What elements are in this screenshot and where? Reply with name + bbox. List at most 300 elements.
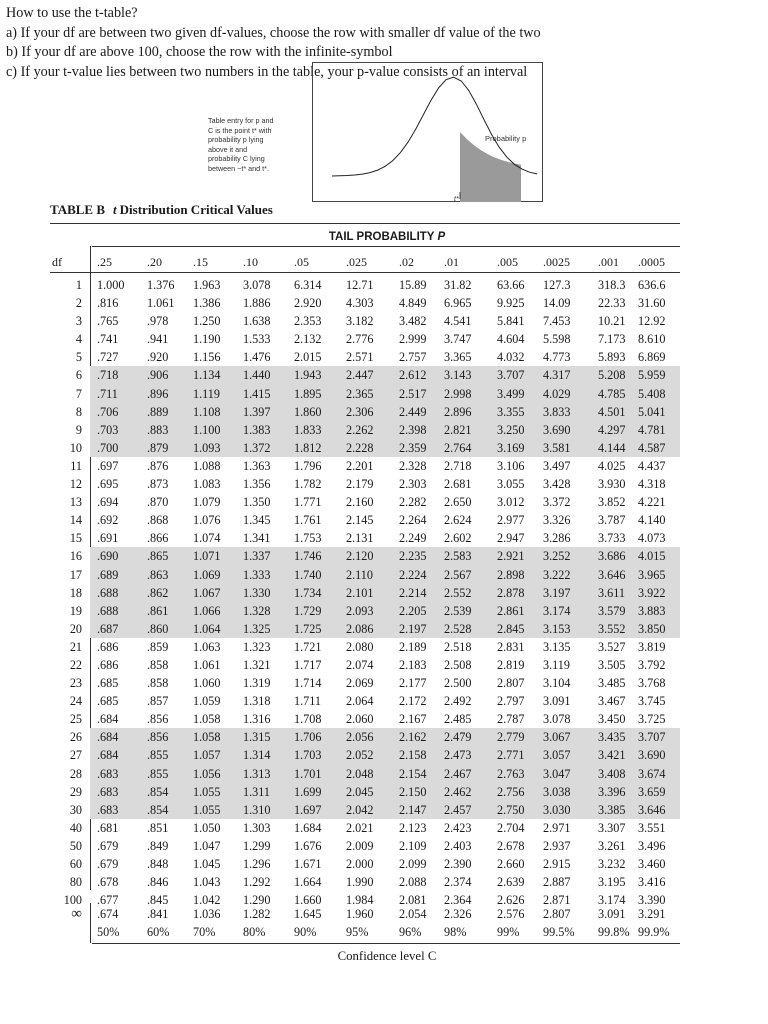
- value-cell: 2.048: [346, 766, 374, 781]
- value-cell: .685: [97, 676, 119, 691]
- value-cell: 4.297: [598, 422, 626, 437]
- value-cell: 3.055: [497, 477, 525, 492]
- value-cell: .684: [97, 748, 119, 763]
- row-shading: [90, 620, 680, 638]
- value-cell: 3.733: [598, 531, 626, 546]
- value-cell: 1.337: [243, 549, 271, 564]
- value-cell: 1.746: [294, 549, 322, 564]
- value-cell: 2.183: [399, 657, 427, 672]
- value-cell: .703: [97, 422, 119, 437]
- value-cell: 1.315: [243, 730, 271, 745]
- value-cell: 1.860: [294, 404, 322, 419]
- df-cell: 16: [69, 549, 82, 564]
- value-cell: 1.310: [243, 802, 271, 817]
- value-cell: 3.135: [543, 639, 571, 654]
- value-cell: 1.697: [294, 802, 322, 817]
- value-cell: 3.485: [598, 676, 626, 691]
- value-cell: .690: [97, 549, 119, 564]
- value-cell: 1.753: [294, 531, 322, 546]
- value-cell: 1.079: [193, 495, 221, 510]
- value-cell: .687: [97, 621, 119, 636]
- df-cell: 10: [69, 440, 82, 455]
- df-cell: 11: [70, 458, 82, 473]
- confidence-cell: 80%: [243, 925, 266, 939]
- value-cell: 2.915: [543, 857, 571, 871]
- value-cell: 3.222: [543, 567, 571, 582]
- value-cell: 1.771: [294, 495, 322, 510]
- value-cell: 5.041: [638, 404, 666, 419]
- value-cell: 3.690: [638, 748, 666, 763]
- tstar-label: t*: [454, 196, 459, 202]
- value-cell: 2.776: [346, 332, 374, 347]
- value-cell: 2.779: [497, 730, 525, 745]
- column-header: .15: [193, 255, 208, 269]
- value-cell: 1.717: [294, 657, 322, 672]
- value-cell: 3.497: [543, 458, 571, 473]
- table-row: [50, 421, 690, 439]
- value-cell: 1.056: [193, 766, 221, 781]
- value-cell: 2.364: [444, 893, 472, 908]
- density-curve: [332, 77, 537, 176]
- value-cell: 2.639: [497, 875, 525, 890]
- value-cell: 4.773: [543, 350, 571, 365]
- value-cell: 4.303: [346, 296, 374, 311]
- table-row: [50, 403, 690, 421]
- value-cell: 3.552: [598, 621, 626, 636]
- value-cell: .683: [97, 784, 119, 799]
- value-cell: 12.92: [638, 314, 666, 329]
- value-cell: .677: [97, 893, 119, 908]
- value-cell: 3.078: [543, 712, 571, 727]
- value-cell: .684: [97, 730, 119, 745]
- value-cell: .681: [97, 820, 119, 835]
- t-distribution-figure: [312, 62, 543, 202]
- value-cell: 1.000: [97, 278, 125, 292]
- value-cell: .695: [97, 477, 119, 492]
- value-cell: 2.099: [399, 857, 427, 871]
- value-cell: 2.262: [346, 422, 374, 437]
- row-shading: [90, 421, 680, 439]
- table-row: [50, 837, 690, 855]
- value-cell: 2.602: [444, 531, 472, 546]
- value-cell: 2.326: [444, 907, 472, 921]
- value-cell: 4.587: [638, 440, 666, 455]
- value-cell: 1.067: [193, 585, 221, 600]
- value-cell: 1.036: [193, 907, 221, 921]
- value-cell: 2.197: [399, 621, 427, 636]
- caption-line: probability C lying: [208, 154, 265, 164]
- value-cell: 3.646: [598, 567, 626, 582]
- value-cell: .856: [147, 712, 169, 727]
- value-cell: 63.66: [497, 278, 525, 292]
- table-top-rule: [50, 223, 680, 224]
- value-cell: 2.650: [444, 495, 472, 510]
- value-cell: 2.390: [444, 857, 472, 871]
- value-cell: 5.959: [638, 368, 666, 383]
- value-cell: .857: [147, 694, 169, 709]
- value-cell: .688: [97, 603, 119, 618]
- value-cell: .689: [97, 567, 119, 582]
- value-cell: 3.482: [399, 314, 427, 329]
- value-cell: 3.467: [598, 694, 626, 709]
- value-cell: .683: [97, 802, 119, 817]
- confidence-cell: 95%: [346, 925, 369, 939]
- instructions-title: How to use the t-table?: [6, 5, 138, 21]
- df-cell: 14: [69, 513, 82, 528]
- value-cell: 1.660: [294, 893, 322, 908]
- table-row: [50, 855, 690, 873]
- value-cell: 1.058: [193, 712, 221, 727]
- value-cell: 9.925: [497, 296, 525, 311]
- value-cell: 5.408: [638, 386, 666, 401]
- value-cell: 1.328: [243, 603, 271, 618]
- instruction-c: c) If your t-value lies between two numbers in the table, your p-value consists of an interval: [6, 63, 528, 80]
- table-row: [50, 656, 690, 674]
- value-cell: 1.303: [243, 820, 271, 835]
- value-cell: 1.440: [243, 368, 271, 383]
- value-cell: 1.356: [243, 477, 271, 492]
- row-shading: [90, 765, 680, 783]
- row-shading: [90, 801, 680, 819]
- df-cell: 26: [69, 730, 82, 745]
- value-cell: 2.797: [497, 694, 525, 709]
- value-cell: 2.660: [497, 857, 525, 871]
- value-cell: 2.249: [399, 531, 427, 546]
- value-cell: .686: [97, 657, 119, 672]
- value-cell: 1.059: [193, 694, 221, 709]
- value-cell: 3.119: [543, 657, 570, 672]
- row-shading: [90, 584, 680, 602]
- value-cell: 2.179: [346, 477, 374, 492]
- value-cell: 2.552: [444, 585, 472, 600]
- value-cell: .856: [147, 730, 169, 745]
- table-row: [50, 276, 690, 294]
- value-cell: 2.303: [399, 477, 427, 492]
- instruction-b: b) If your df are above 100, choose the row with the infinite-symbol: [6, 44, 393, 60]
- value-cell: .700: [97, 440, 119, 455]
- value-cell: 1.734: [294, 585, 322, 600]
- value-cell: 2.947: [497, 531, 525, 546]
- value-cell: 2.145: [346, 513, 374, 528]
- confidence-cell: 99.5%: [543, 925, 575, 939]
- value-cell: 8.610: [638, 332, 666, 347]
- value-cell: 3.326: [543, 513, 571, 528]
- table-row: [50, 801, 690, 819]
- value-cell: 2.110: [346, 567, 373, 582]
- value-cell: 2.353: [294, 314, 322, 329]
- value-cell: 2.423: [444, 820, 472, 835]
- value-cell: 2.009: [346, 838, 374, 853]
- value-cell: 1.782: [294, 477, 322, 492]
- value-cell: 3.581: [543, 440, 571, 455]
- value-cell: 3.499: [497, 386, 525, 401]
- value-cell: 1.045: [193, 857, 221, 871]
- column-header: .10: [243, 255, 258, 269]
- value-cell: 2.328: [399, 458, 427, 473]
- df-cell: 19: [69, 603, 82, 618]
- value-cell: 2.624: [444, 513, 472, 528]
- value-cell: 3.965: [638, 567, 666, 582]
- df-cell: 28: [69, 766, 82, 781]
- value-cell: 3.707: [497, 368, 525, 383]
- confidence-rule: [92, 943, 680, 944]
- value-cell: 3.182: [346, 314, 374, 329]
- column-header: .01: [444, 255, 459, 269]
- value-cell: 1.684: [294, 820, 322, 835]
- value-cell: 3.646: [638, 802, 666, 817]
- value-cell: 3.078: [243, 278, 271, 292]
- value-cell: 2.054: [399, 907, 427, 921]
- value-cell: 3.850: [638, 621, 666, 636]
- caption-line: Table entry for p and: [208, 116, 274, 125]
- value-cell: 2.583: [444, 549, 472, 564]
- value-cell: .866: [147, 531, 169, 546]
- value-cell: 2.718: [444, 458, 472, 473]
- value-cell: 1.060: [193, 676, 221, 691]
- value-cell: 1.108: [193, 404, 221, 419]
- value-cell: 4.604: [497, 332, 525, 347]
- df-cell: 100: [63, 893, 82, 908]
- value-cell: 2.052: [346, 748, 374, 763]
- value-cell: 1.984: [346, 893, 374, 908]
- df-cell: 5: [75, 350, 82, 365]
- table-row: [50, 783, 690, 801]
- value-cell: 1.333: [243, 567, 271, 582]
- column-header: .25: [97, 255, 112, 269]
- value-cell: .868: [147, 513, 169, 528]
- value-cell: 1.083: [193, 477, 221, 492]
- value-cell: 1.533: [243, 332, 271, 347]
- value-cell: 1.043: [193, 875, 221, 890]
- value-cell: 3.686: [598, 549, 626, 564]
- value-cell: 3.390: [638, 893, 666, 908]
- value-cell: .870: [147, 495, 169, 510]
- value-cell: 2.056: [346, 730, 374, 745]
- table-row: [50, 547, 690, 565]
- value-cell: 2.518: [444, 639, 472, 654]
- value-cell: 3.250: [497, 422, 525, 437]
- value-cell: 3.819: [638, 639, 666, 654]
- value-cell: 1.325: [243, 621, 271, 636]
- value-cell: .685: [97, 694, 119, 709]
- value-cell: 2.158: [399, 748, 427, 763]
- value-cell: 3.355: [497, 404, 525, 419]
- value-cell: 6.314: [294, 278, 322, 292]
- value-cell: 1.311: [243, 784, 270, 799]
- value-cell: 3.012: [497, 495, 525, 510]
- value-cell: 2.214: [399, 585, 427, 600]
- value-cell: 1.943: [294, 368, 322, 383]
- value-cell: 1.313: [243, 766, 271, 781]
- column-header: .02: [399, 255, 414, 269]
- table-row: [50, 819, 690, 837]
- value-cell: 1.708: [294, 712, 322, 727]
- value-cell: 1.061: [147, 296, 175, 311]
- value-cell: 3.659: [638, 784, 666, 799]
- value-cell: 2.787: [497, 712, 525, 727]
- value-cell: 2.093: [346, 603, 374, 618]
- value-cell: 3.496: [638, 838, 666, 853]
- df-cell: 20: [69, 621, 82, 636]
- table-row: [50, 529, 690, 547]
- df-cell: 30: [69, 802, 82, 817]
- df-cell: 8: [75, 404, 82, 419]
- value-cell: 1.069: [193, 567, 221, 582]
- table-row: [50, 873, 690, 891]
- table-row: [50, 294, 690, 312]
- table-row: [50, 457, 690, 475]
- column-header: .005: [497, 255, 518, 269]
- value-cell: 2.086: [346, 621, 374, 636]
- value-cell: .684: [97, 712, 119, 727]
- table-row: [50, 330, 690, 348]
- value-cell: 1.703: [294, 748, 322, 763]
- value-cell: 1.645: [294, 907, 322, 921]
- value-cell: 1.699: [294, 784, 322, 799]
- df-cell: 6: [75, 368, 82, 383]
- value-cell: .860: [147, 621, 169, 636]
- df-cell: 4: [75, 332, 82, 347]
- table-row: [50, 728, 690, 746]
- value-cell: .849: [147, 838, 169, 853]
- value-cell: 3.707: [638, 730, 666, 745]
- value-cell: 3.408: [598, 766, 626, 781]
- value-cell: 2.887: [543, 875, 571, 890]
- value-cell: .858: [147, 657, 169, 672]
- value-cell: 4.140: [638, 513, 666, 528]
- value-cell: 1.290: [243, 893, 271, 908]
- value-cell: 2.871: [543, 893, 571, 908]
- row-shading: [90, 366, 680, 384]
- table-row: [50, 746, 690, 764]
- table-row: [50, 312, 690, 330]
- table-row: [50, 475, 690, 493]
- value-cell: 1.299: [243, 838, 271, 853]
- table-row: [50, 692, 690, 710]
- value-cell: 3.153: [543, 621, 571, 636]
- value-cell: 4.221: [638, 495, 666, 510]
- confidence-row: [50, 923, 690, 941]
- table-row: [50, 602, 690, 620]
- table-row: [50, 710, 690, 728]
- value-cell: 1.383: [243, 422, 271, 437]
- value-cell: 2.681: [444, 477, 472, 492]
- value-cell: 2.937: [543, 838, 571, 853]
- value-cell: 2.147: [399, 802, 427, 817]
- value-cell: 31.82: [444, 278, 472, 292]
- value-cell: 5.598: [543, 332, 571, 347]
- value-cell: 5.208: [598, 368, 626, 383]
- value-cell: 2.160: [346, 495, 374, 510]
- column-header: .0005: [638, 255, 665, 269]
- value-cell: 31.60: [638, 296, 666, 311]
- value-cell: 1.990: [346, 875, 374, 890]
- value-cell: .920: [147, 350, 169, 365]
- value-cell: 2.021: [346, 820, 374, 835]
- value-cell: 2.763: [497, 766, 525, 781]
- value-cell: 2.224: [399, 567, 427, 582]
- value-cell: 2.374: [444, 875, 472, 890]
- value-cell: .879: [147, 440, 169, 455]
- value-cell: 1.376: [147, 278, 175, 292]
- table-row: [50, 493, 690, 511]
- value-cell: 2.977: [497, 513, 525, 528]
- table-title: [50, 202, 273, 218]
- value-cell: 2.678: [497, 838, 525, 853]
- table-title-symbol: t: [113, 202, 117, 217]
- value-cell: 1.042: [193, 893, 221, 908]
- value-cell: 1.476: [243, 350, 271, 365]
- value-cell: 2.359: [399, 440, 427, 455]
- table-row: [50, 511, 690, 529]
- value-cell: 1.895: [294, 386, 322, 401]
- value-cell: 2.201: [346, 458, 374, 473]
- value-cell: 3.787: [598, 513, 626, 528]
- value-cell: 3.385: [598, 802, 626, 817]
- table-row: [50, 348, 690, 366]
- header-bottom-rule: [50, 272, 680, 273]
- value-cell: 4.015: [638, 549, 666, 564]
- value-cell: 4.025: [598, 458, 626, 473]
- value-cell: 1.088: [193, 458, 221, 473]
- value-cell: .854: [147, 784, 169, 799]
- table-row: [50, 765, 690, 783]
- df-cell: 7: [75, 386, 82, 401]
- value-cell: 2.081: [399, 893, 427, 908]
- value-cell: 1.055: [193, 784, 221, 799]
- value-cell: 2.306: [346, 404, 374, 419]
- value-cell: 2.612: [399, 368, 427, 383]
- value-cell: 2.447: [346, 368, 374, 383]
- value-cell: .718: [97, 368, 119, 383]
- value-cell: 4.144: [598, 440, 626, 455]
- value-cell: 3.460: [638, 857, 666, 871]
- value-cell: 3.372: [543, 495, 571, 510]
- df-cell: ∞: [71, 906, 82, 922]
- value-cell: 3.261: [598, 838, 626, 853]
- table-row: [50, 385, 690, 403]
- t-table-grid: [50, 253, 690, 271]
- confidence-cell: 96%: [399, 925, 422, 939]
- value-cell: 1.321: [243, 657, 271, 672]
- value-cell: .697: [97, 458, 119, 473]
- value-cell: .851: [147, 820, 169, 835]
- value-cell: 2.492: [444, 694, 472, 709]
- df-cell: 12: [69, 477, 82, 492]
- value-cell: 2.845: [497, 621, 525, 636]
- value-cell: 2.473: [444, 748, 472, 763]
- df-cell: 18: [69, 585, 82, 600]
- value-cell: 4.318: [638, 477, 666, 492]
- df-cell: 9: [75, 422, 82, 437]
- value-cell: 2.467: [444, 766, 472, 781]
- value-cell: 3.725: [638, 712, 666, 727]
- value-cell: 3.195: [598, 875, 626, 890]
- probability-label: Probability p: [485, 134, 527, 143]
- t-table-body: [50, 276, 690, 909]
- value-cell: 3.291: [638, 907, 666, 921]
- value-cell: 1.706: [294, 730, 322, 745]
- value-cell: 3.365: [444, 350, 472, 365]
- value-cell: 3.579: [598, 603, 626, 618]
- tail-header-text: TAIL PROBABILITY: [328, 231, 435, 243]
- value-cell: 2.861: [497, 603, 525, 618]
- value-cell: 3.047: [543, 766, 571, 781]
- value-cell: 3.057: [543, 748, 571, 763]
- value-cell: 2.109: [399, 838, 427, 853]
- value-cell: 3.922: [638, 585, 666, 600]
- value-cell: 2.162: [399, 730, 427, 745]
